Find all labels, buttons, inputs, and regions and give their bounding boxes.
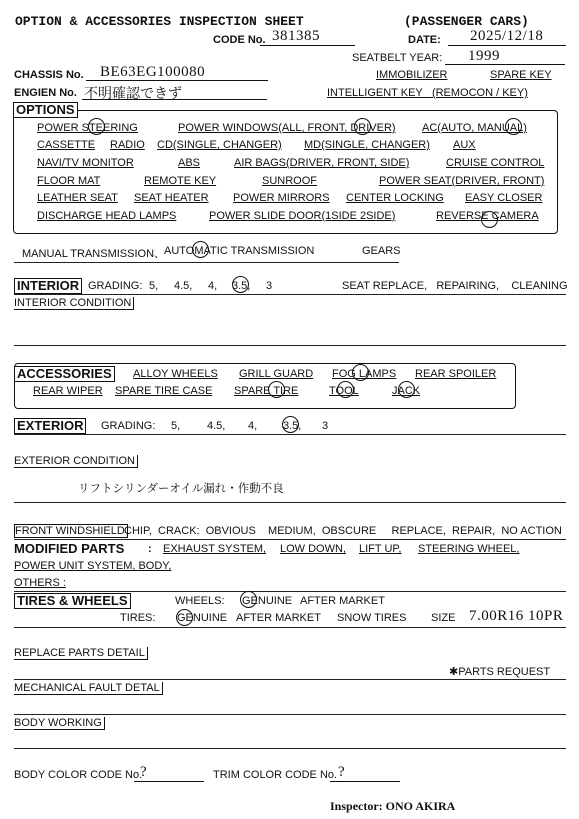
body-color-label: BODY COLOR CODE No. xyxy=(14,769,143,781)
opt-sunroof: SUNROOF xyxy=(262,175,317,187)
opt-power-seat: POWER SEAT(DRIVER, FRONT) xyxy=(379,175,545,187)
acc-fog-lamps: FOG LAMPS xyxy=(332,368,397,380)
chassis-value: BE63EG100080 xyxy=(100,64,206,80)
mod-low-down: LOW DOWN, xyxy=(280,543,346,555)
modified-parts-label: MODIFIED PARTS xyxy=(14,541,125,556)
mod-steering-wheel: STEERING WHEEL, xyxy=(418,543,520,555)
accessories-title: ACCESSORIES xyxy=(14,366,115,382)
mark-fog-lamps xyxy=(352,364,369,381)
windshield-label: FRONT WINDSHIELD xyxy=(14,524,128,538)
acc-rear-wiper: REAR WIPER xyxy=(33,385,103,397)
tires-label: TIRES: xyxy=(120,612,156,624)
opt-remote-key: REMOTE KEY xyxy=(144,175,217,187)
wheels-genuine: GENUINE xyxy=(242,595,293,607)
acc-jack: JACK xyxy=(392,385,421,397)
size-label: SIZE xyxy=(431,612,456,624)
opt-power-mirrors: POWER MIRRORS xyxy=(233,192,330,204)
inspector-name: Inspector: ONO AKIRA xyxy=(330,799,456,813)
opt-airbags: AIR BAGS(DRIVER, FRONT, SIDE) xyxy=(234,157,410,169)
opt-reverse-camera: REVERSE CAMERA xyxy=(436,210,539,222)
opt-md: MD(SINGLE, CHANGER) xyxy=(304,139,430,151)
opt-abs: ABS xyxy=(178,157,201,169)
modified-colon: : xyxy=(148,543,152,555)
acc-rear-spoiler: REAR SPOILER xyxy=(415,368,497,380)
chassis-label: CHASSIS No. xyxy=(14,69,84,81)
interior-grade-35: 3.5, xyxy=(232,280,251,292)
mark-driver xyxy=(354,118,371,135)
mark-automatic xyxy=(192,241,209,258)
body-working-label: BODY WORKING xyxy=(14,717,105,730)
opt-cd: CD(SINGLE, CHANGER) xyxy=(157,139,282,151)
interior-grade-3: 3 xyxy=(266,280,273,292)
manual-transmission: MANUAL TRANSMISSION、 xyxy=(22,248,166,260)
date-value: 2025/12/18 xyxy=(470,28,544,44)
body-color-value: ? xyxy=(140,764,148,780)
mod-others: OTHERS : xyxy=(14,577,66,589)
opt-power-steering: POWER STEERING xyxy=(37,122,138,134)
opt-floor-mat: FLOOR MAT xyxy=(37,175,101,187)
opt-aux: AUX xyxy=(453,139,476,151)
acc-spare-tire-case: SPARE TIRE CASE xyxy=(115,385,213,397)
code-label: CODE No. xyxy=(213,34,266,46)
opt-cruise: CRUISE CONTROL xyxy=(446,157,545,169)
options-title: OPTIONS xyxy=(13,102,78,118)
gears-label: GEARS xyxy=(362,245,401,257)
seatbelt-value: 1999 xyxy=(468,48,500,64)
interior-grade-5: 5, xyxy=(149,280,159,292)
acc-spare-tire: SPARE TIRE xyxy=(234,385,299,397)
engine-value: 不明確認できず xyxy=(84,86,182,102)
intelligent-key-label: INTELLIGENT KEY (REMOCON / KEY) xyxy=(327,87,528,99)
tires-snow: SNOW TIRES xyxy=(337,612,407,624)
tires-after-market: AFTER MARKET xyxy=(236,612,321,624)
interior-condition-label: INTERIOR CONDITION xyxy=(14,297,134,310)
mark-tires-genuine xyxy=(176,609,193,626)
engine-label: ENGIEN No. xyxy=(14,87,77,99)
exterior-grade-35: 3.5, xyxy=(283,420,302,432)
replace-parts-label: REPLACE PARTS DETAIL xyxy=(14,647,148,660)
acc-tool: TOOL xyxy=(329,385,359,397)
interior-grading-label: GRADING: xyxy=(88,280,143,292)
mark-exterior-grade xyxy=(282,416,302,433)
seatbelt-label: SEATBELT YEAR: xyxy=(352,52,443,64)
tires-genuine: GENUINE xyxy=(177,612,228,624)
acc-alloy-wheels: ALLOY WHEELS xyxy=(133,368,218,380)
trim-color-value: ? xyxy=(338,764,346,780)
opt-radio: RADIO xyxy=(110,139,145,151)
mark-reverse-camera xyxy=(481,211,498,228)
exterior-condition-label: EXTERIOR CONDITION xyxy=(14,455,138,468)
sheet-title: OPTION & ACCESSORIES INSPECTION SHEET xyxy=(15,14,304,29)
automatic-transmission: AUTOMATIC TRANSMISSION xyxy=(164,245,315,257)
exterior-grade-45: 4.5, xyxy=(207,420,226,432)
opt-navi: NAVI/TV MONITOR xyxy=(37,157,134,169)
interior-title: INTERIOR xyxy=(14,278,82,294)
opt-leather-seat: LEATHER SEAT xyxy=(37,192,118,204)
exterior-grade-3: 3 xyxy=(322,420,329,432)
interior-grade-45: 4.5, xyxy=(174,280,193,292)
wheels-after-market: AFTER MARKET xyxy=(300,595,385,607)
size-value: 7.00R16 10PR xyxy=(469,608,564,624)
tires-wheels-title: TIRES & WHEELS xyxy=(14,593,131,609)
interior-grade-4: 4, xyxy=(208,280,218,292)
mark-interior-grade xyxy=(232,276,249,293)
exterior-grading-label: GRADING: xyxy=(101,420,156,432)
windshield-items: CHIP, CRACK: OBVIOUS MEDIUM, OBSCURE REPLACE, REPAIR, NO ACTION xyxy=(124,525,562,537)
mark-wheels-genuine xyxy=(240,591,257,608)
mark-power-steering xyxy=(88,118,105,135)
mark-spare-tire xyxy=(268,381,285,398)
trim-color-label: TRIM COLOR CODE No. xyxy=(213,769,338,781)
mod-exhaust: EXHAUST SYSTEM, xyxy=(163,543,267,555)
opt-seat-heater: SEAT HEATER xyxy=(134,192,209,204)
wheels-label: WHEELS: xyxy=(175,595,225,607)
opt-ac: AC(AUTO, MANUAL) xyxy=(422,122,527,134)
exterior-grade-5: 5, xyxy=(171,420,181,432)
immobilizer-label: IMMOBILIZER xyxy=(376,69,448,81)
mod-power-unit: POWER UNIT SYSTEM, BODY, xyxy=(14,560,172,572)
opt-power-slide-door: POWER SLIDE DOOR(1SIDE 2SIDE) xyxy=(209,210,396,222)
mod-lift-up: LIFT UP, xyxy=(359,543,402,555)
exterior-grade-4: 4, xyxy=(248,420,258,432)
mark-jack xyxy=(398,381,415,398)
date-label: DATE: xyxy=(408,34,441,46)
mark-manual-ac xyxy=(505,118,522,135)
spare-key-label: SPARE KEY xyxy=(490,69,552,81)
mechanical-fault-label: MECHANICAL FAULT DETAL xyxy=(14,682,163,695)
opt-power-windows: POWER WINDOWS(ALL, FRONT, DRIVER) xyxy=(178,122,396,134)
sheet-subtitle: (PASSENGER CARS) xyxy=(404,14,529,29)
acc-grill-guard: GRILL GUARD xyxy=(239,368,314,380)
opt-center-locking: CENTER LOCKING xyxy=(346,192,444,204)
opt-easy-closer: EASY CLOSER xyxy=(465,192,543,204)
exterior-title: EXTERIOR xyxy=(14,418,86,434)
parts-request-label: ✱PARTS REQUEST xyxy=(449,666,551,678)
interior-actions: SEAT REPLACE, REPAIRING, CLEANING xyxy=(342,280,568,292)
opt-discharge-lamps: DISCHARGE HEAD LAMPS xyxy=(37,210,177,222)
exterior-condition-text: リフトシリンダーオイル漏れ・作動不良 xyxy=(78,481,284,495)
mark-tool xyxy=(337,381,354,398)
code-value: 381385 xyxy=(272,28,320,44)
opt-cassette: CASSETTE xyxy=(37,139,96,151)
